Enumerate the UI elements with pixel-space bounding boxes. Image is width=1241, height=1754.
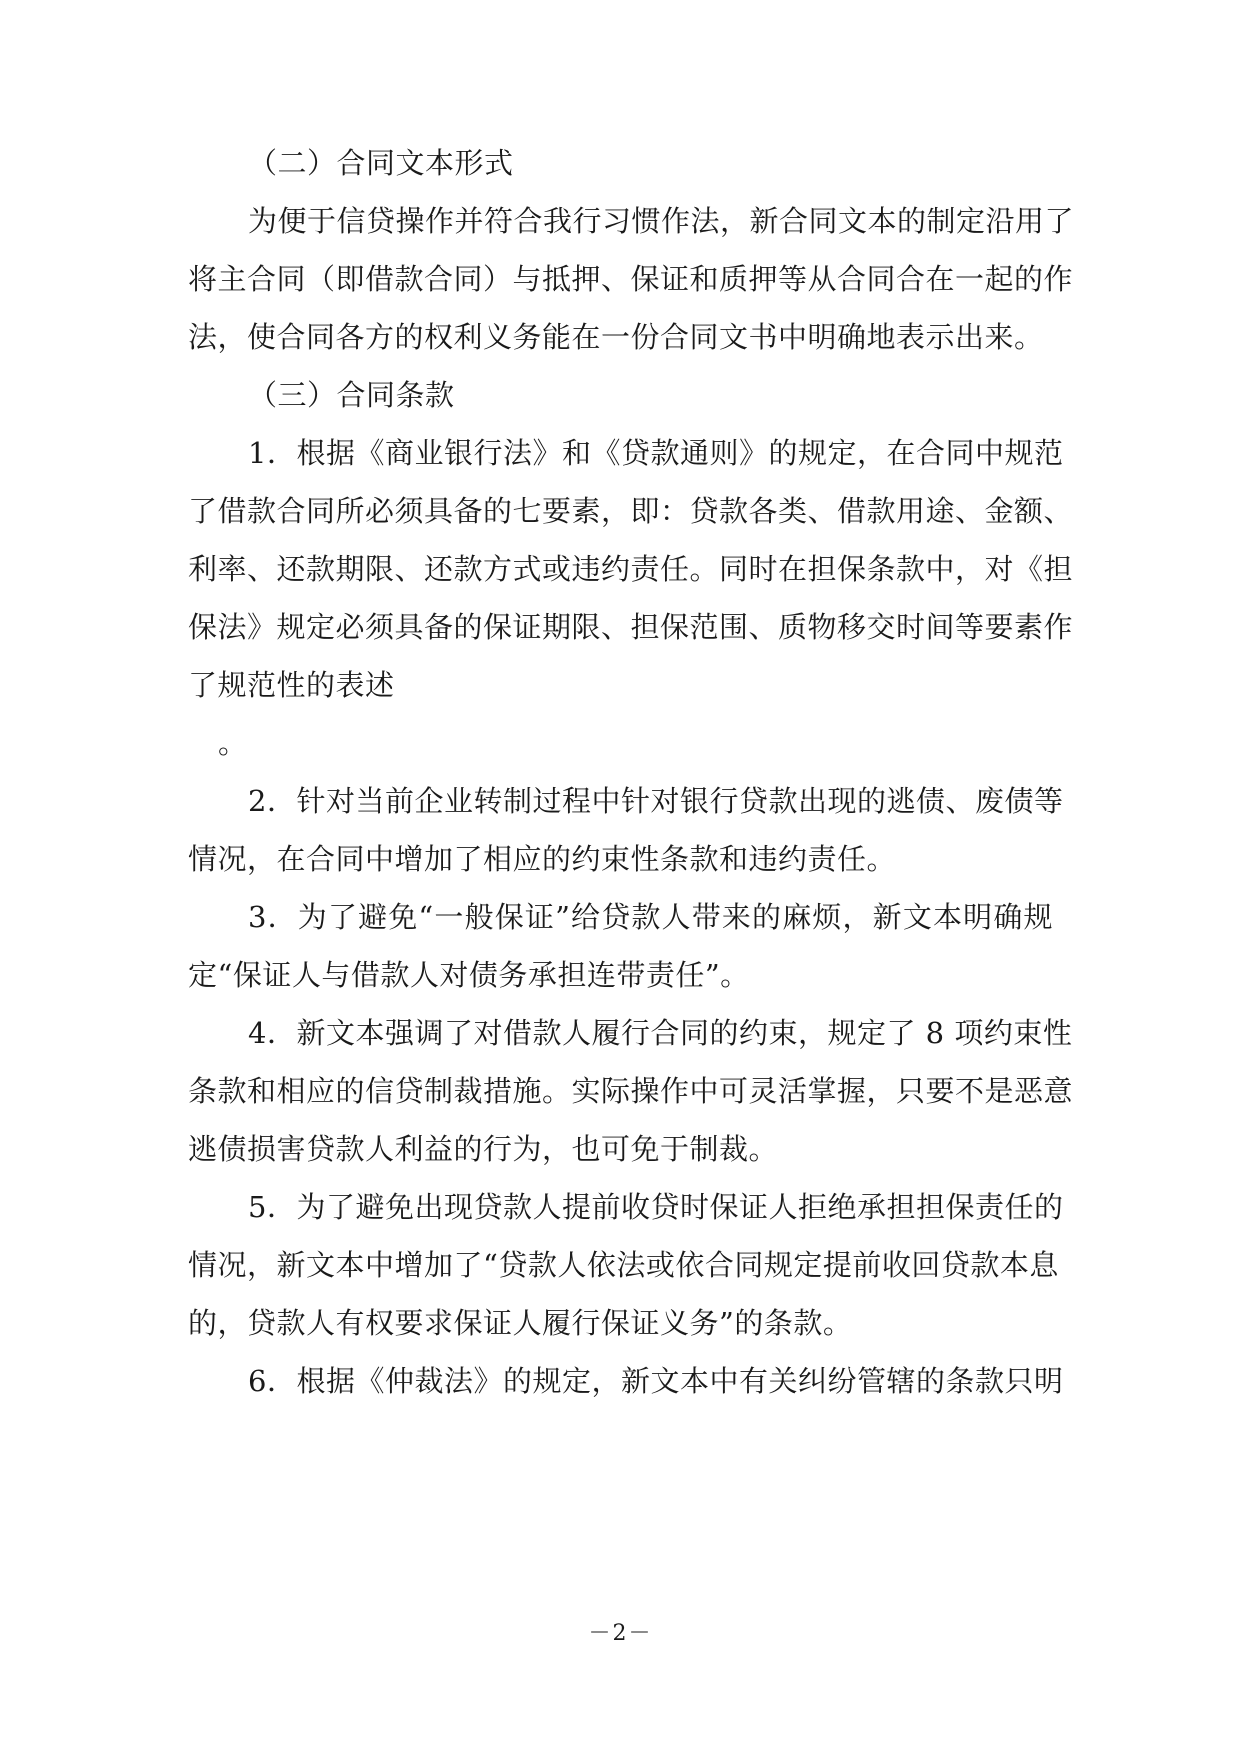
paragraph-line: 4．新文本强调了对借款人履行合同的约束，规定了 8 项约束性 [248,1016,1073,1050]
paragraph-line: 6．根据《仲裁法》的规定，新文本中有关纠纷管辖的条款只明 [248,1364,1064,1398]
paragraph-line: 了借款合同所必须具备的七要素，即：贷款各类、借款用途、金额、 [188,494,1074,528]
paragraph-line: 定“保证人与借款人对债务承担连带责任”。 [188,958,750,992]
paragraph-line: 情况，在合同中增加了相应的约束性条款和违约责任。 [188,842,897,876]
paragraph-line: 2．针对当前企业转制过程中针对银行贷款出现的逃债、废债等 [248,784,1064,818]
paragraph-line: 情况，新文本中增加了“贷款人依法或依合同规定提前收回贷款本息 [188,1248,1059,1282]
paragraph-line: 。 [218,726,248,760]
paragraph-line: 5．为了避免出现贷款人提前收贷时保证人拒绝承担担保责任的 [248,1190,1064,1224]
paragraph-line: 条款和相应的信贷制裁措施。实际操作中可灵活掌握，只要不是恶意 [188,1074,1074,1108]
paragraph-line: 为便于信贷操作并符合我行习惯作法，新合同文本的制定沿用了 [248,204,1075,238]
page-number: －2－ [588,1621,653,1646]
paragraph-line: 将主合同（即借款合同）与抵押、保证和质押等从合同合在一起的作 [188,262,1074,296]
paragraph-line: 法，使合同各方的权利义务能在一份合同文书中明确地表示出来。 [188,320,1044,354]
paragraph-line: 逃债损害贷款人利益的行为，也可免于制裁。 [188,1132,779,1166]
paragraph-line: 的，贷款人有权要求保证人履行保证义务”的条款。 [188,1306,853,1340]
paragraph-line: 1．根据《商业银行法》和《贷款通则》的规定，在合同中规范 [248,436,1064,470]
paragraph-line: 保法》规定必须具备的保证期限、担保范围、质物移交时间等要素作 [188,610,1074,644]
section-heading: （三）合同条款 [248,378,455,412]
paragraph-line: 利率、还款期限、还款方式或违约责任。同时在担保条款中，对《担 [188,552,1074,586]
paragraph-line: 了规范性的表述 [188,668,395,702]
section-heading: （二）合同文本形式 [248,146,514,180]
paragraph-line: 3．为了避免“一般保证”给贷款人带来的麻烦，新文本明确规 [248,900,1053,934]
